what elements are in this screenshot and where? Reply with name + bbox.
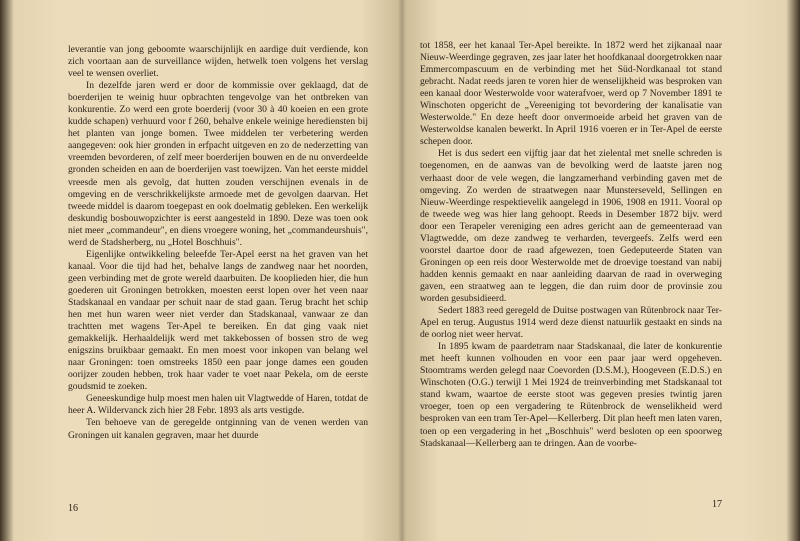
left-page-number: 16 <box>68 503 78 514</box>
right-paragraph-3: Sedert 1883 reed geregeld de Duitse postwagen van Rütenbrock naar Ter-Apel en terug. Augustus 1914 werd deze dienst natuurlik gestaakt en sinds na de oorlog niet weer hervat. <box>420 305 722 341</box>
right-page-number: 17 <box>712 499 722 510</box>
left-paragraph-1: leverantie van jong geboomte waarschijnlijk en aardige duit verdiende, kon zich voortaan aan de surveillance wijden, hetwelk toen volgens het verslag veel te wensen overliet. <box>68 44 368 80</box>
right-paragraph-1: tot 1858, eer het kanaal Ter-Apel bereikte. In 1872 werd het zijkanaal naar Nieuw-Weerdinge gegraven, zes jaar later het hoofdkanaal doorgetrokken naar Emmercompascuum en de verbinding met het Süd-Nordkanaal tot stand gebracht. Nadat reeds jaren te voren hier de wenselijkheid was besproken van een kanaal door Westerwolde voor waterafvoer, werd op 7 November 1891 te Winschoten opgericht de „Vereeniging tot bevordering der kanalisatie van Westerwolde." En deze heeft door onvermoeide arbeid het graven van de Westerwoldse kanalen bewerkt. In April 1916 voeren er in Ter-Apel de eerste schepen door. <box>420 40 722 148</box>
left-paragraph-2: In dezelfde jaren werd er door de kommissie over geklaagd, dat de boerderijen te weinig huur opbrachten tengevolge van het ontbreken van konkurentie. Zo werd een grote boerderij (voor 30 à 40 koeien en een grote kudde schapen) verhuurd voor f 260, behalve enkele weinige herediensten bij het planten van jonge bomen. Twee middelen ter verbetering werden aangegeven: ook hier gronden in erfpacht uitgeven en zo de nederzetting van vreemden bevorderen, of zelf meer boerderijen bouwen en de nu onverdeelde gronden scheiden en aan de boerderijen vast toewijzen. Van het eerste middel vreesde men als gevolg, dat hutten zouden verschijnen evenals in de omgeving en de verschrikkelijkste armoede met de gevolgen daarvan. Het tweede middel is daarom toegepast en ook doelmatig gebleken. Een werkelijk deskundig bosbouwopzichter is eerst aangesteld in 1890. Deze was toen ook niet meer „commandeur", en diens vroegere woning, het „commandeurshuis", werd de Stadsherberg, nu „Hotel Boschhuis". <box>68 80 368 248</box>
left-paragraph-4: Geneeskundige hulp moest men halen uit Vlagtwedde of Haren, totdat de heer A. Wildervanck zich hier 28 Febr. 1893 als arts vestigde. <box>68 393 368 417</box>
right-page <box>420 40 722 450</box>
right-paragraph-4: In 1895 kwam de paardetram naar Stadskanaal, die later de konkurentie met heeft kunnen volhouden en voor een paar jaar werd opgeheven. Stoomtrams werden gelegd naar Coevorden (D.S.M.), Hoogeveen (E.D.S.) en Winschoten (O.G.) terwijl 1 Mei 1924 de treinverbinding met Stadskanaal tot stand kwam, waartoe de eerste stoot was gegeven presies twintig jaren vroeger, toen op een vergadering te Rütenbrock de wenselikheid werd besproken van een tram Ter-Apel—Kellerberg. Dit plan heeft men laten varen, toen op een vergadering in het „Boschhuis" werd besloten op een spoorweg Stadskanaal—Kellerberg aan te dringen. Aan de voorbe- <box>420 341 722 449</box>
right-paragraph-2: Het is dus sedert een vijftig jaar dat het zielental met snelle schreden is toegenomen, en de aanwas van de bevolking werd de laatste jaren nog verhaast door de vele wegen, die langzamerhand verbinding gaven met de omgeving. Zo werden de straatwegen naar Munsterseveld, Sellingen en Nieuw-Weerdinge respektievelik aangelegd in 1906, 1908 en 1911. Vooral op de tweede weg was hier lang gehoopt. Reeds in Desember 1872 bijv. werd door een Terapeler vereniging een adres gericht aan de gemeenteraad van Vlagtwedde, om deze zandweg te verharden, tevergeefs. Zelfs werd een voorstel daartoe door de raad afgewezen, toen Gedeputeerde Staten van Groningen op een reis door Westerwolde met de droevige toestand van nabij hadden kennis gemaakt en naar aanleiding daarvan de raad in overweging gaven, een straatweg aan te leggen, die dan ruim door de provinsie zou worden gesubsidieerd. <box>420 148 722 304</box>
left-page <box>68 44 368 442</box>
left-paragraph-3: Eigenlijke ontwikkeling beleefde Ter-Apel eerst na het graven van het kanaal. Voor die tijd had het, behalve langs de zandweg naar het noorden, geen verbinding met de grote wereld daarbuiten. De kooplieden hier, die hun goederen uit Groningen betrokken, moesten eerst lopen over het veen naar Stadskanaal en vandaar per schuit naar de stad gaan. Terug bracht het schip hen met hun waren weer niet verder dan Stadskanaal, vanwaar ze dan trachtten met wagens Ter-Apel te bereiken. En dat ging vaak niet gemakkelijk. Herhaaldelijk werd met takkebossen of bossen stro de weg enigszins bruikbaar gemaakt. En men moest voor inkopen van belang wel naar Groningen: toen omstreeks 1850 een paar jonge dames een gouden oorijzer zouden hebben, trok haar vader te voet naar Pekela, om de eerste goudsmid te zoeken. <box>68 248 368 393</box>
left-paragraph-5: Ten behoeve van de geregelde ontginning van de venen werden van Groningen uit kanalen gegraven, maar het duurde <box>68 417 368 441</box>
